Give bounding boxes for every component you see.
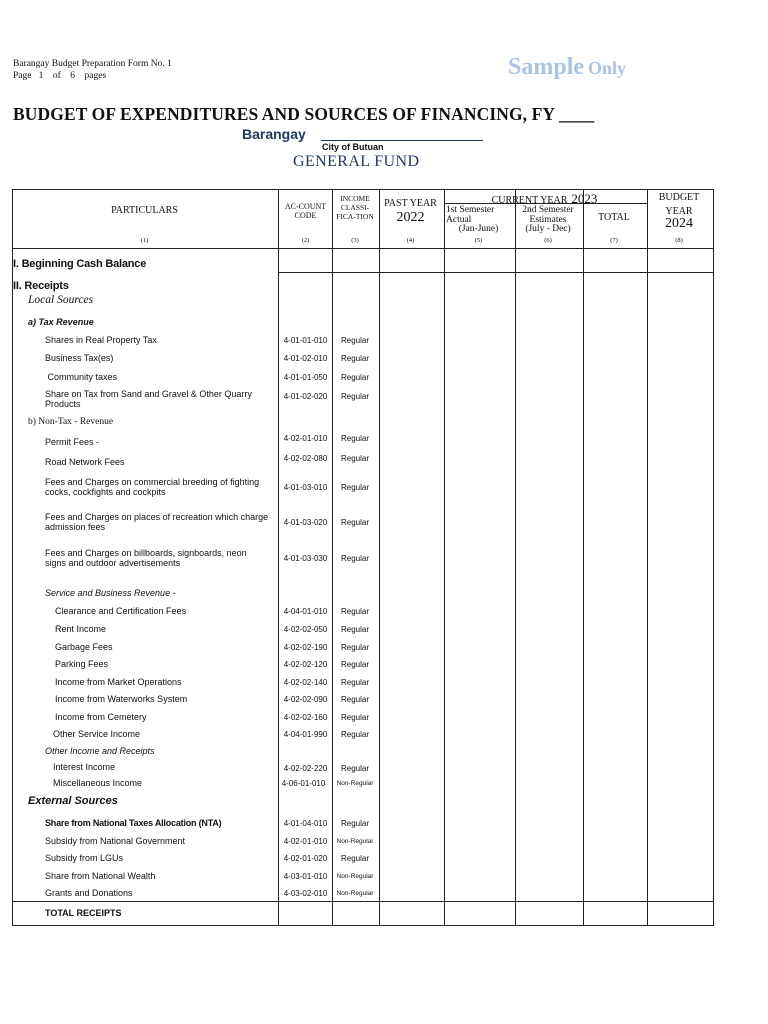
column-number: (6): [544, 237, 552, 244]
barangay-label: Barangay: [242, 126, 306, 142]
column-number: (7): [610, 237, 618, 244]
line-item-class: Regular: [340, 483, 369, 492]
line-item-class: Regular: [340, 730, 369, 739]
page-current: 1: [38, 71, 44, 81]
line-item-code: 4-02-02-080: [283, 454, 328, 463]
line-item-class: Non-Regular: [336, 780, 374, 787]
sample-word: Sample: [508, 54, 585, 80]
header-bottom-rule: [13, 248, 713, 249]
line-item-class: Regular: [340, 819, 369, 828]
second-semester-header: 2nd Semester Estimates: [522, 205, 574, 225]
page-label: Page: [13, 71, 32, 81]
line-item-class: Regular: [340, 854, 369, 863]
column-number: (5): [474, 237, 483, 244]
sample-watermark: [508, 54, 626, 81]
column-number: (8): [675, 237, 683, 244]
beginning-balance-rule: [278, 272, 713, 273]
line-item-label: Road Network Fees: [45, 457, 125, 467]
budget-year-value: 2024: [665, 216, 693, 231]
tax-revenue-heading: a) Tax Revenue: [28, 317, 94, 327]
second-semester-period: (July - Dec): [525, 224, 571, 234]
external-sources-heading: External Sources: [28, 795, 118, 807]
past-year-value: 2022: [396, 210, 425, 225]
line-item-label: Clearance and Certification Fees: [55, 606, 187, 616]
line-item-code: 4-02-02-090: [283, 695, 328, 704]
service-business-heading: Service and Business Revenue -: [45, 588, 176, 598]
line-item-class: Non-Regular: [336, 873, 374, 880]
line-item-label: Subsidy from National Government: [45, 836, 186, 846]
page-total: 6: [70, 71, 76, 81]
total-header: TOTAL: [598, 212, 630, 223]
first-semester-header: 1st Semester Actual: [446, 205, 495, 225]
particulars-header: PARTICULARS: [111, 205, 178, 216]
line-item-class: Regular: [340, 695, 369, 704]
line-item-code: 4-03-02-010: [283, 889, 328, 898]
line-item-label: Rent Income: [55, 624, 107, 634]
form-number: Barangay Budget Preparation Form No. 1: [13, 59, 172, 69]
line-item-code: 4-02-02-120: [283, 660, 328, 669]
line-item-label: Fees and Charges on billboards, signboards, neon signs and outdoor advertisements: [45, 548, 247, 568]
line-item-code: 4-01-03-030: [283, 554, 328, 563]
local-sources-heading: Local Sources: [28, 294, 94, 306]
line-item-label: Shares in Real Property Tax: [45, 335, 157, 345]
document-title: BUDGET OF EXPENDITURES AND SOURCES OF FINANCING, FY ____: [13, 104, 595, 124]
line-item-label: Parking Fees: [55, 659, 109, 669]
line-item-code: 4-04-01-990: [283, 730, 328, 739]
line-item-code: 4-02-02-220: [283, 764, 328, 773]
line-item-code: 4-02-01-010: [283, 837, 328, 846]
line-item-class: Regular: [340, 336, 369, 345]
first-semester-period: (Jan-June): [458, 224, 499, 234]
fund-label: GENERAL FUND: [293, 153, 420, 170]
beginning-cash-heading: I. Beginning Cash Balance: [13, 258, 147, 270]
line-item-code: 4-04-01-010: [283, 607, 328, 616]
line-item-class: Regular: [340, 764, 369, 773]
only-word: Only: [588, 58, 627, 78]
column-number: (3): [351, 237, 359, 244]
line-item-label: Share from National Wealth: [45, 871, 156, 881]
line-item-class: Regular: [340, 454, 369, 463]
line-item-code: 4-02-01-020: [283, 854, 328, 863]
current-year-label: CURRENT YEAR: [491, 195, 568, 206]
line-item-label: Income from Market Operations: [55, 677, 182, 687]
line-item-class: Regular: [340, 518, 369, 527]
line-item-class: Non-Regular: [336, 838, 374, 845]
line-item-code: 4-01-01-050: [283, 373, 328, 382]
line-item-label: Permit Fees -: [45, 437, 100, 447]
line-item-code: 4-01-03-020: [283, 518, 328, 527]
line-item-class: Regular: [340, 643, 369, 652]
line-item-label: Grants and Donations: [45, 888, 133, 898]
line-item-class: Regular: [340, 554, 369, 563]
line-item-label: Income from Waterworks System: [55, 694, 188, 704]
total-row-rule: [13, 901, 713, 902]
line-item-label: Share from National Taxes Allocation (NTA): [45, 818, 222, 828]
line-item-label: Interest Income: [53, 762, 116, 772]
line-item-code: 4-02-02-190: [283, 643, 328, 652]
line-item-code: 4-02-02-160: [283, 713, 328, 722]
line-item-code: 4-01-02-020: [283, 392, 328, 401]
column-divider: [444, 190, 445, 925]
line-item-class: Regular: [340, 354, 369, 363]
page-suffix: pages: [84, 71, 107, 81]
line-item-label: Subsidy from LGUs: [45, 853, 124, 863]
line-item-label: Business Tax(es): [45, 353, 114, 363]
line-item-code: 4-01-03-010: [283, 483, 328, 492]
past-year-header: PAST YEAR: [384, 198, 437, 209]
column-number: (4): [406, 237, 415, 244]
line-item-label: Community taxes: [45, 372, 118, 382]
line-item-label: Fees and Charges on places of recreation which charge admission fees: [45, 512, 269, 532]
line-item-class: Regular: [340, 434, 369, 443]
page-indicator: [13, 70, 106, 82]
line-item-class: Regular: [340, 625, 369, 634]
line-item-class: Regular: [340, 678, 369, 687]
budget-year-header: BUDGET YEAR: [658, 192, 700, 217]
line-item-label: Garbage Fees: [55, 642, 113, 652]
line-item-code: 4-02-02-050: [283, 625, 328, 634]
line-item-label: Income from Cemetery: [55, 712, 147, 722]
non-tax-revenue-heading: b) Non-Tax - Revenue: [28, 417, 114, 427]
line-item-code: 4-02-01-010: [283, 434, 328, 443]
line-item-code: 4-01-04-010: [283, 819, 328, 828]
line-item-class: Non-Regular: [336, 890, 374, 897]
column-number: (1): [140, 237, 149, 244]
line-item-class: Regular: [340, 660, 369, 669]
current-year-value: 2023: [571, 191, 598, 206]
account-code-header: AC-COUNT CODE: [284, 202, 327, 220]
line-item-class: Regular: [340, 607, 369, 616]
city-label: City of Butuan: [322, 142, 384, 152]
income-classification-header: INCOME CLASSI-FICA-TION: [336, 194, 374, 221]
line-item-label: Other Service Income: [53, 729, 141, 739]
column-number: (2): [301, 237, 310, 244]
line-item-label: Share on Tax from Sand and Gravel & Other Quarry Products: [45, 389, 252, 409]
line-item-code: 4-03-01-010: [283, 872, 328, 881]
other-income-heading: Other Income and Receipts: [45, 746, 155, 756]
total-receipts-label: TOTAL RECEIPTS: [45, 908, 122, 918]
column-divider: [379, 190, 380, 925]
page-of: of: [52, 71, 61, 81]
line-item-class: Regular: [340, 713, 369, 722]
column-divider: [583, 190, 584, 925]
receipts-heading: II. Receipts: [13, 280, 69, 292]
line-item-code: 4-01-01-010: [283, 336, 328, 345]
line-item-code: 4-02-02-140: [283, 678, 328, 687]
barangay-blank-line: [321, 140, 483, 141]
line-item-code: 4-01-02-010: [283, 354, 328, 363]
line-item-label: Fees and Charges on commercial breeding of fighting cocks, cockfights and cockpits: [45, 477, 260, 497]
line-item-class: Regular: [340, 392, 369, 401]
line-item-class: Regular: [340, 373, 369, 382]
column-divider: [515, 190, 516, 925]
line-item-label: Miscellaneous Income: [53, 778, 143, 788]
column-divider: [647, 190, 648, 925]
line-item-code: 4-06-01-010: [281, 779, 326, 788]
